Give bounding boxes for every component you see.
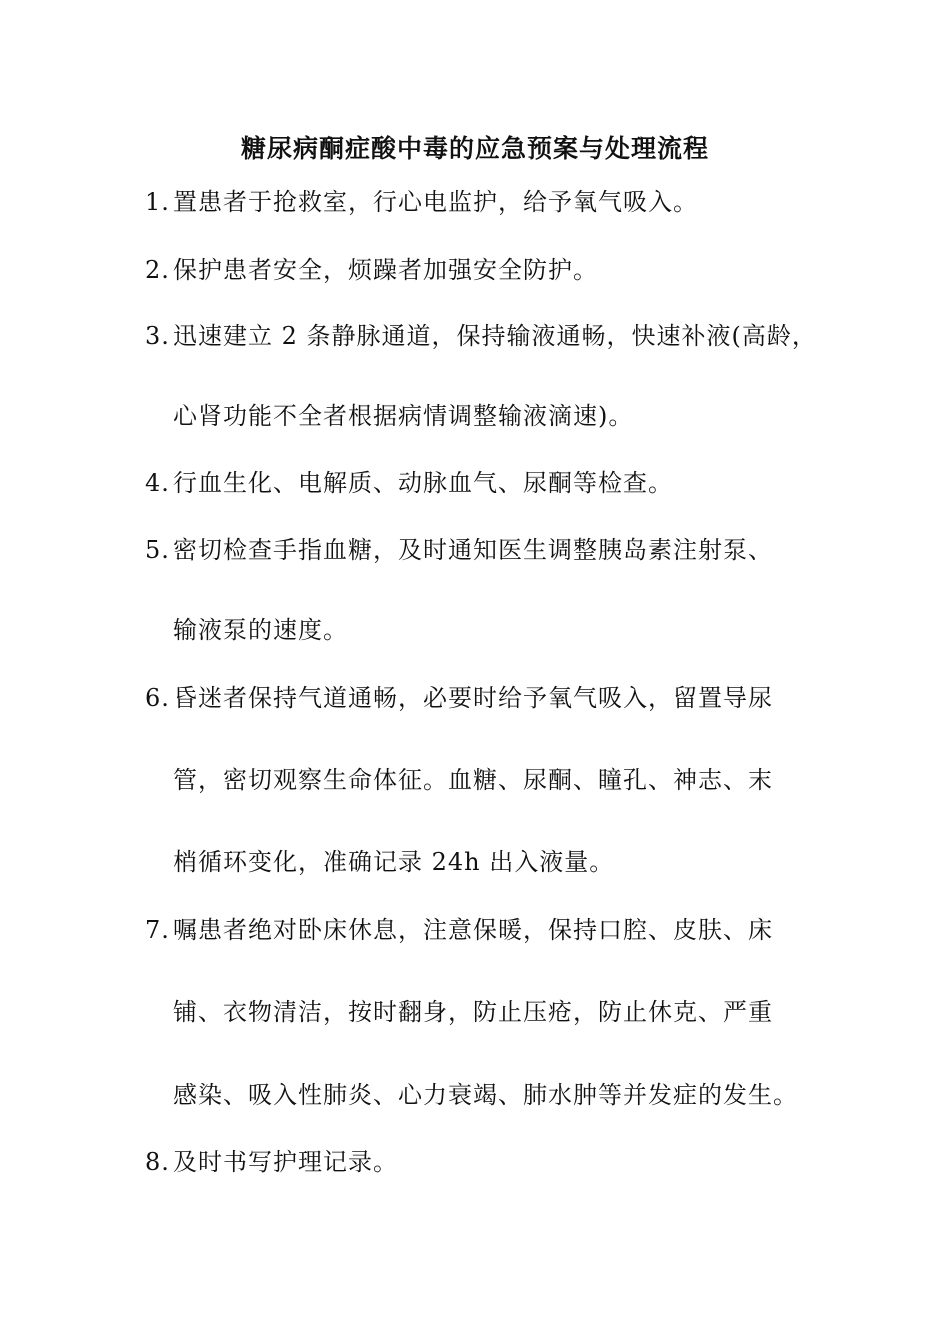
list-item-3-continuation: 心肾功能不全者根据病情调整输液滴速)。 [173,402,634,430]
list-item-1 [145,184,698,220]
list-item-text: 密切检查手指血糖，及时通知医生调整胰岛素注射泵、 [173,536,773,564]
list-item-4 [145,465,673,501]
list-item-number: 8. [145,1148,170,1176]
list-item-6 [145,680,773,716]
list-item-3 [145,318,817,354]
list-item-number: 7. [145,916,170,944]
list-item-number: 1. [145,188,170,216]
list-item-text: 嘱患者绝对卧床休息，注意保暖，保持口腔、皮肤、床 [173,916,773,944]
list-item-7-continuation: 铺、衣物清洁，按时翻身，防止压疮，防止休克、严重 [173,998,773,1026]
list-item-text: 保护患者安全，烦躁者加强安全防护。 [173,256,598,284]
list-item-6-continuation: 管，密切观察生命体征。血糖、尿酮、瞳孔、神志、末 [173,766,773,794]
list-item-5 [145,532,773,568]
list-item-8 [145,1144,398,1180]
list-item-number: 2. [145,256,170,284]
list-item-number: 3. [145,322,170,350]
list-item-text: 行血生化、电解质、动脉血气、尿酮等检查。 [173,469,673,497]
list-item-text: 及时书写护理记录。 [173,1148,398,1176]
list-item-text: 昏迷者保持气道通畅，必要时给予氧气吸入，留置导尿 [173,684,773,712]
list-item-7 [145,912,773,948]
list-item-number: 4. [145,469,170,497]
list-item-6-continuation: 梢循环变化，准确记录 24h 出入液量。 [173,848,615,876]
list-item-number: 6. [145,684,170,712]
document-title: 糖尿病酮症酸中毒的应急预案与处理流程 [240,134,709,163]
list-item-7-continuation: 感染、吸入性肺炎、心力衰竭、肺水肿等并发症的发生。 [173,1081,798,1109]
list-item-number: 5. [145,536,170,564]
list-item-2 [145,252,598,288]
list-item-text: 置患者于抢救室，行心电监护，给予氧气吸入。 [173,188,698,216]
list-item-text: 迅速建立 2 条静脉通道，保持输液通畅，快速补液(高龄， [173,322,817,350]
list-item-5-continuation: 输液泵的速度。 [173,616,348,644]
